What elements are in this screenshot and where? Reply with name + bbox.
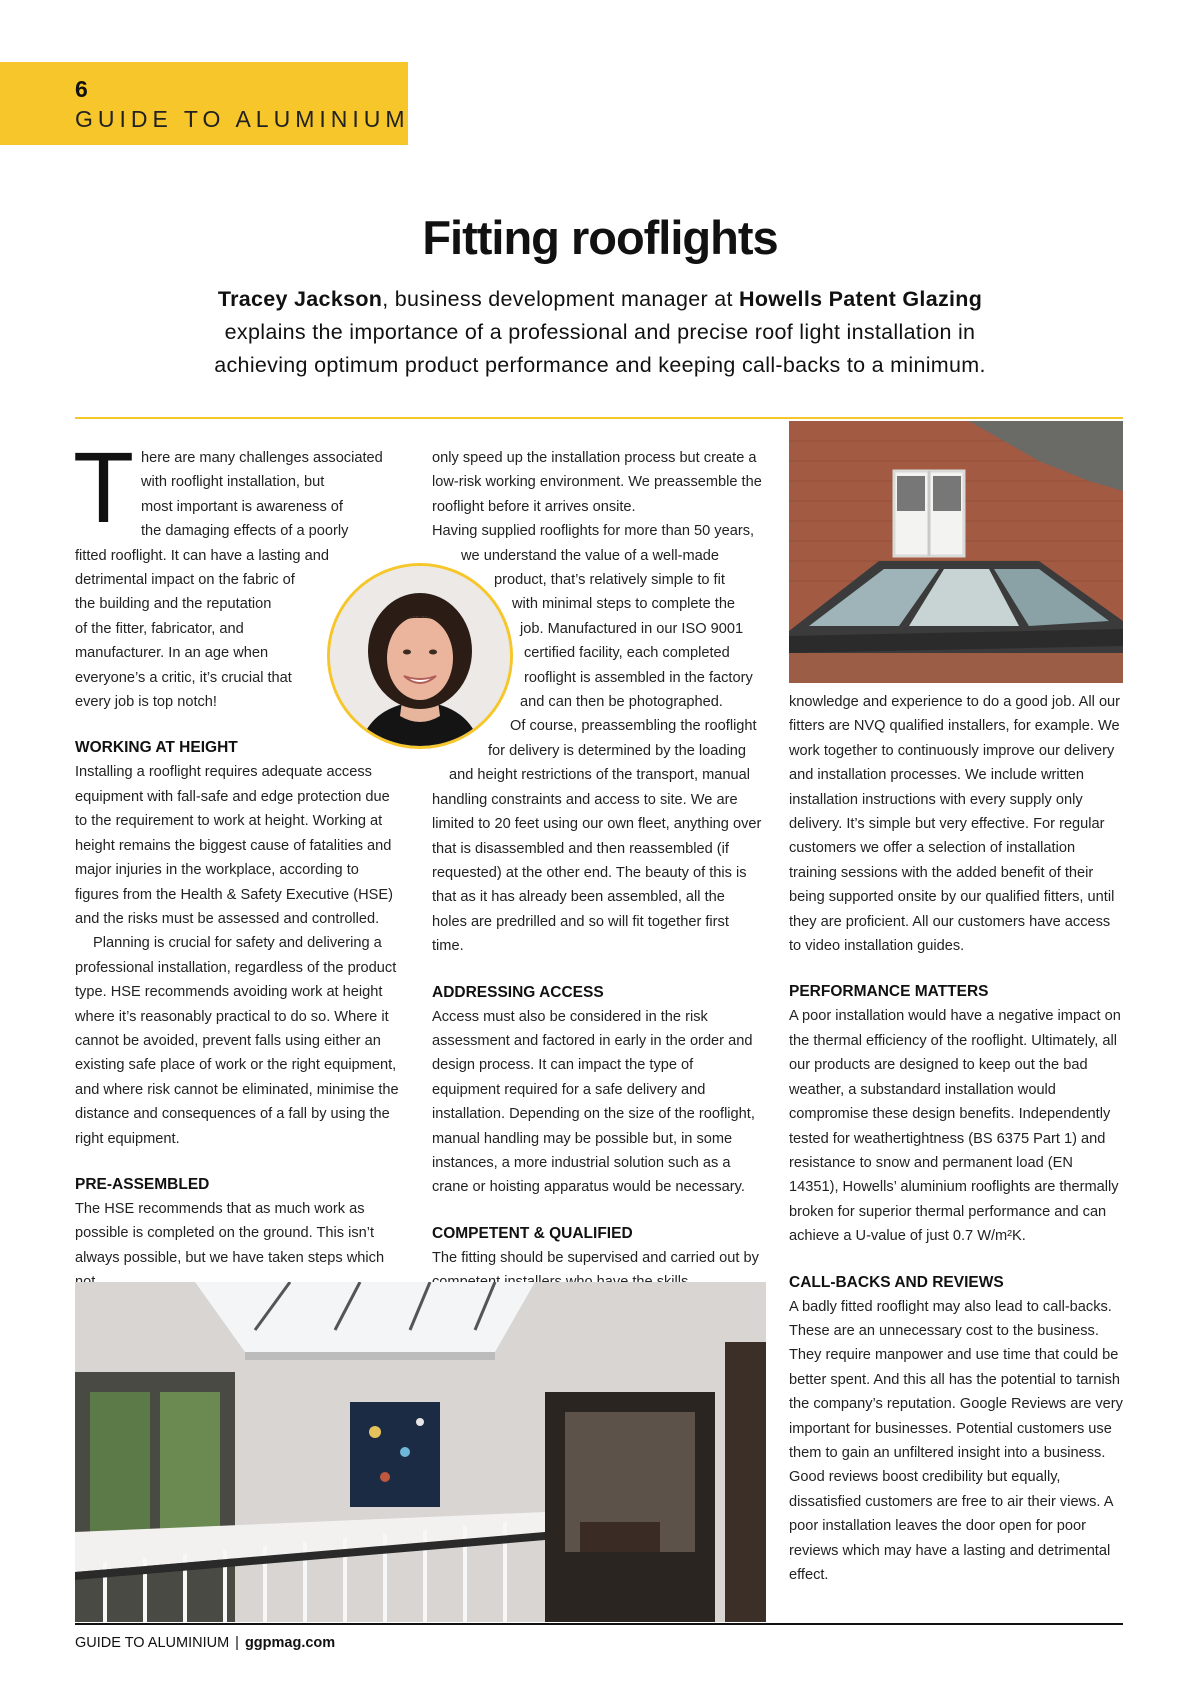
- body-line: low-risk working environment. We preassemble the: [432, 474, 762, 491]
- interior-rooflight-photo: [75, 1282, 766, 1622]
- drop-cap: T: [73, 432, 135, 544]
- wrap-line: job. Manufactured in our ISO 9001: [520, 620, 744, 637]
- company-name: Howells Patent Glazing: [739, 287, 983, 311]
- wrap-line: Of course, preassembling the rooflight: [510, 718, 757, 735]
- standfirst: [150, 283, 1050, 382]
- intro-line: manufacturer. In an age when: [75, 645, 269, 662]
- heading-performance-matters: PERFORMANCE MATTERS: [789, 983, 989, 1001]
- body-paragraph: Planning is crucial for safety and delivering a professional installation, regardless of the product type. HSE recommends avoiding work at height where it’s reasonably practical to do so. Where it cannot be avoided, prevent falls using either an existing safe place of work or the right equipment, and where risk cannot be eliminated, minimise the distance and consequences of a fall by using the right equipment.: [75, 935, 399, 1147]
- heading-callbacks-reviews: CALL-BACKS AND REVIEWS: [789, 1273, 1004, 1291]
- body-paragraph: Installing a rooflight requires adequate access equipment with fall-safe and edge protection due to the requirement to work at height. Working at height remains the biggest cause of fatalities and major injuries in the workplace, according to figures from the Health & Safety Executive (HSE) and the risks must be assessed and controlled.: [75, 764, 393, 927]
- wrap-line: with minimal steps to complete the: [512, 596, 736, 613]
- heading-working-at-height: WORKING AT HEIGHT: [75, 739, 238, 757]
- roof-lantern-photo: [789, 421, 1123, 683]
- intro-line: everyone’s a critic, it’s crucial that: [75, 669, 292, 686]
- body-line: rooflight before it arrives onsite.: [432, 498, 636, 515]
- body-line: only speed up the installation process but create a: [432, 450, 757, 466]
- wrap-line: rooflight is assembled in the factory: [524, 669, 753, 686]
- footer: [75, 1635, 335, 1651]
- author-role: , business development manager at: [382, 287, 739, 311]
- wrap-line: Having supplied rooflights for more than 50 years,: [432, 523, 755, 540]
- intro-line: fitted rooflight. It can have a lasting and: [75, 547, 329, 564]
- standfirst-line-1: [150, 283, 1050, 316]
- author-name: Tracey Jackson: [217, 287, 383, 311]
- body-paragraph: A badly fitted rooflight may also lead to call-backs. These are an unnecessary cost to the business. They require manpower and use time that could be better spent. And this all has the potential to tarnish the company’s reputation. Google Reviews are very important for businesses. Potential customers use them to gain an unfiltered insight into a business. Good reviews boost credibility but equally, dissatisfied customers are free to air their views. A poor installation leaves the door open for poor reviews which may have a lasting and detrimental effect.: [789, 1298, 1123, 1583]
- wrap-line: and height restrictions of the transport, manual: [449, 767, 750, 784]
- wrap-line: we understand the value of a well-made: [461, 547, 719, 564]
- wrap-line: certified facility, each completed: [524, 645, 730, 662]
- wrap-line: for delivery is determined by the loading: [488, 742, 746, 759]
- body-paragraph: knowledge and experience to do a good job. All our fitters are NVQ qualified installers, for example. We work together to continuously improve our delivery and installation processes. We include written installation instructions with every supply only delivery. It’s simple but very effective. For regular customers we offer a selection of installation training sessions with the added benefit of their being supported onsite by our qualified fitters, until they are proficient. All our customers have access to video installation guides.: [789, 694, 1121, 955]
- column-3: [789, 690, 1125, 1587]
- standfirst-line-2: explains the importance of a professional and precise roof light installation in: [224, 320, 976, 344]
- footer-separator: |: [235, 1635, 239, 1651]
- footer-site-link[interactable]: ggpmag.com: [244, 1635, 336, 1651]
- column-1: [73, 432, 405, 1295]
- body-paragraph: A poor installation would have a negative impact on the thermal efficiency of the rooflight. Ultimately, all our products are designed to keep out the bad weather, a substandard installation would compromise these design benefits. Independently tested for weathertightness (BS 6375 Part 1) and resistance to snow and permanent load (EN 14351), Howells’ aluminium rooflights are thermally broken for superior thermal performance and can achieve a U-value of just 0.7 W/m²K.: [789, 1008, 1121, 1245]
- intro-line: detrimental impact on the fabric of: [75, 572, 295, 589]
- body-paragraph: handling constraints and access to site. We are limited to 20 feet using our own fleet, anything over that is disassembled and then reassembled (if requested) at the other end. The beauty of this is that as it has already been assembled, all the holes are predrilled and so will fit together first time.: [432, 791, 762, 955]
- heading-addressing-access: ADDRESSING ACCESS: [432, 983, 604, 1001]
- body-paragraph: The HSE recommends that as much work as possible is completed on the ground. This isn’t always possible, but we have taken steps which: [75, 1200, 385, 1266]
- body-paragraph: The fitting should be supervised and carried out by: [432, 1249, 759, 1266]
- wrap-line: and can then be photographed.: [520, 694, 723, 711]
- bottom-rule: [75, 1623, 1123, 1625]
- footer-publication: GUIDE TO ALUMINIUM: [75, 1635, 230, 1651]
- intro-line: with rooflight installation, but: [141, 474, 325, 491]
- top-rule: [75, 417, 1123, 419]
- intro-line: here are many challenges associated: [141, 450, 383, 466]
- section-label: GUIDE TO ALUMINIUM: [75, 106, 410, 132]
- column-2: [432, 446, 762, 1295]
- heading-competent-qualified: COMPETENT & QUALIFIED: [432, 1224, 633, 1242]
- intro-line: of the fitter, fabricator, and: [75, 620, 244, 637]
- intro-line: the building and the reputation: [75, 596, 272, 613]
- intro-line: the damaging effects of a poorly: [141, 523, 349, 540]
- intro-line: most important is awareness of: [141, 498, 343, 515]
- body-paragraph: Access must also be considered in the risk assessment and factored in early in the order and design process. It can impact the type of equipment required for a safe delivery and installation. Depending on the size of the rooflight, manual handling may be possible but, in some instances, a more industrial solution such as a crane or hoisting apparatus would be necessary.: [432, 1008, 755, 1196]
- wrap-line: product, that’s relatively simple to fit: [494, 572, 725, 589]
- page-title: Fitting rooflights: [422, 211, 778, 264]
- heading-pre-assembled: PRE-ASSEMBLED: [75, 1175, 210, 1193]
- page-number: 6: [75, 76, 88, 102]
- standfirst-line-3: achieving optimum product performance and keeping call-backs to a minimum.: [214, 353, 986, 377]
- intro-line: every job is top notch!: [75, 694, 217, 711]
- author-portrait: [327, 563, 513, 749]
